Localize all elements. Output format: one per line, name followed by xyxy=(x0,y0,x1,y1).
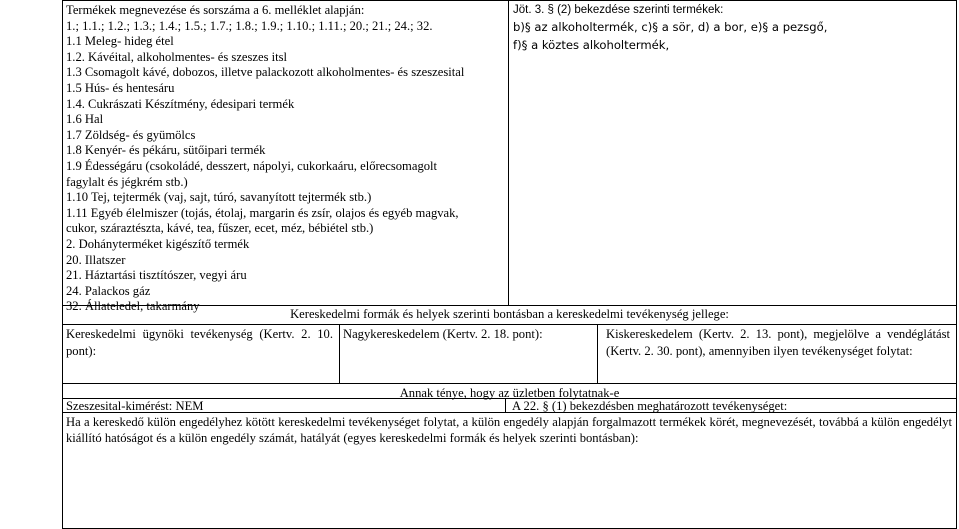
excise-product-line: f)§ a köztes alkoholtermék, xyxy=(513,38,670,53)
list-item: 21. Háztartási tisztítószer, vegyi áru xyxy=(66,268,247,283)
a22-cell xyxy=(505,398,957,413)
product-codes: 1.; 1.1.; 1.2.; 1.3.; 1.4.; 1.5.; 1.7.; 1.8.; 1.9.; 1.10.; 1.11.; 20.; 21.; 24.; 32. xyxy=(66,18,433,33)
list-item: 1.10 Tej, tejtermék (vaj, sajt, túró, savanyított tejtermék stb.) xyxy=(66,190,372,205)
list-item: 2. Dohányterméket kigészítő termék xyxy=(66,236,250,251)
list-item: 1.2. Kávéital, alkoholmentes- és szeszes itsl xyxy=(66,49,288,64)
spirits-cell xyxy=(62,398,506,413)
list-item: 24. Palackos gáz xyxy=(66,283,151,298)
agent-activity-label: Kereskedelmi ügynöki tevékenység (Kertv. 2. 10. pont): xyxy=(66,327,333,358)
list-item: 1.1 Meleg- hideg étel xyxy=(66,34,174,49)
wholesale-label: Nagykereskedelem (Kertv. 2. 18. pont): xyxy=(343,327,543,341)
list-item: cukor, száraztészta, kávé, tea, fűszer, ecet, méz, bébiétel stb.) xyxy=(66,221,374,236)
list-item: 1.3 Csomagolt kávé, dobozos, illetve palackozott alkoholmentes- és szeszesital xyxy=(66,65,465,80)
list-item: 1.6 Hal xyxy=(66,112,104,127)
retail-cell xyxy=(597,324,957,384)
a22-label: A 22. § (1) bekezdésben meghatározott tevékenységet: xyxy=(512,399,788,413)
list-item: 1.7 Zöldség- és gyümölcs xyxy=(66,127,196,142)
list-item: 32. Állateledel, takarmány xyxy=(66,299,200,314)
product-list-heading: Termékek megnevezése és sorszáma a 6. melléklet alapján: xyxy=(66,3,365,17)
special-licence-box xyxy=(62,412,957,529)
list-item: 1.5 Hús- és hentesáru xyxy=(66,80,175,95)
outlet-activity-header-text: Annak ténye, hogy az üzletben folytatnak-e xyxy=(399,386,620,400)
spirits-value: NEM xyxy=(175,399,204,413)
excise-product-line: b)§ az alkoholtermék, c)§ a sör, d) a bor, e)§ a pezsgő, xyxy=(513,19,828,34)
trade-forms-header xyxy=(62,305,957,325)
excise-products-box xyxy=(508,0,957,306)
special-licence-text: Ha a kereskedő külön engedélyhez kötött kereskedelmi tevékenységet folytat, a külön engedély alapján forgalmazott termékek körét, megnevezését, továbbá a külön engedélyt kiállító hatóságot és a külön engedély számát, hatályát (egyes kereskedelmi formák és helyek szerinti bontásban): xyxy=(66,415,952,445)
list-item: 1.9 Édességáru (csokoládé, desszert, nápolyi, cukorkaáru, előrecsomagolt xyxy=(66,158,438,173)
outlet-activity-header xyxy=(62,383,957,399)
wholesale-cell xyxy=(339,324,598,384)
list-item: 20. Illatszer xyxy=(66,252,126,267)
list-item: 1.11 Egyéb élelmiszer (tojás, étolaj, margarin és zsír, olajos és egyéb magvak, xyxy=(66,205,459,220)
list-item: 1.8 Kenyér- és pékáru, sütőipari termék xyxy=(66,143,266,158)
retail-label: Kiskereskedelem (Kertv. 2. 13. pont), megjelölve a vendéglátást (Kertv. 2. 30. pont), amennyiben ilyen tevékenységet folytat: xyxy=(606,327,950,358)
agent-activity-cell xyxy=(62,324,340,384)
list-item: 1.4. Cukrászati Készítmény, édesipari termék xyxy=(66,96,295,111)
spirits-label: Szeszesital-kimérést: xyxy=(66,399,176,413)
form-page xyxy=(62,0,957,529)
excise-heading: Jöt. 3. § (2) bekezdése szerinti termékek: xyxy=(513,4,724,16)
list-item: fagylalt és jégkrém stb.) xyxy=(66,174,188,189)
product-list-box xyxy=(62,0,509,314)
trade-forms-header-text: Kereskedelmi formák és helyek szerinti bontásban a kereskedelmi tevékenység jellege: xyxy=(290,307,729,321)
